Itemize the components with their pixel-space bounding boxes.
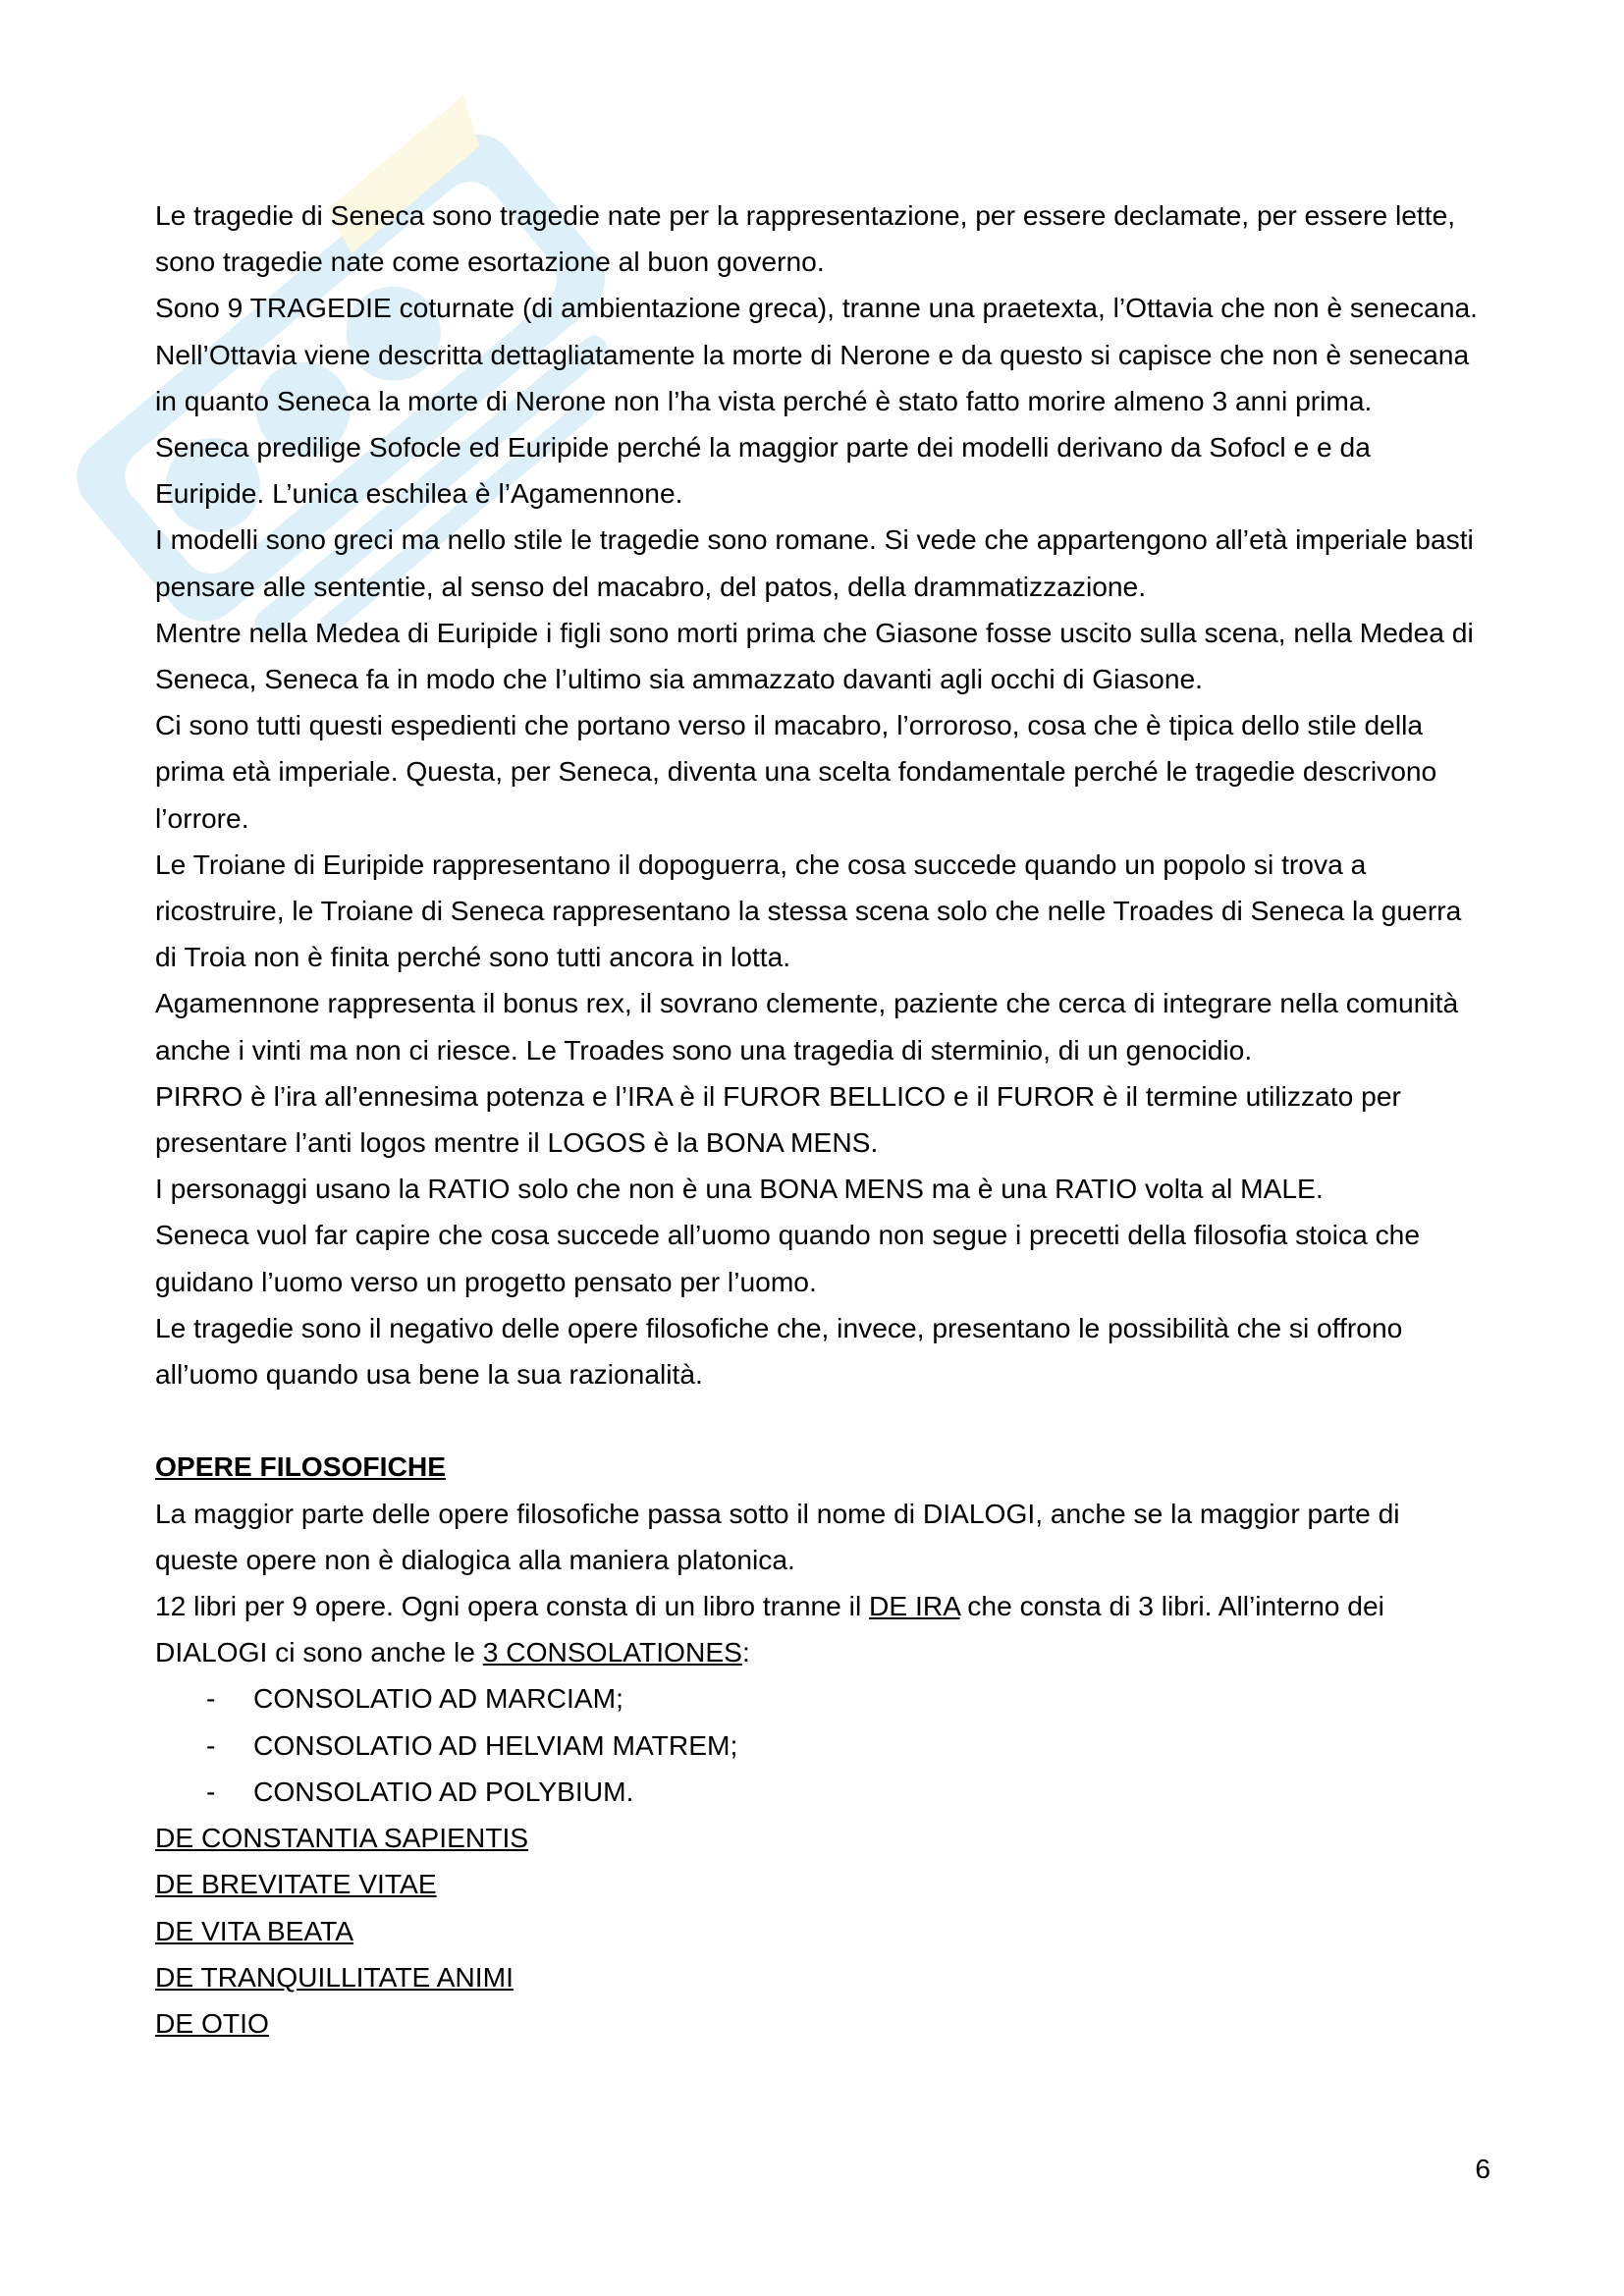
work-title: DE VITA BEATA — [155, 1914, 354, 1946]
section-line — [155, 1583, 1481, 1675]
page-number: 6 — [1475, 2153, 1490, 2184]
paragraph: I personaggi usano la RATIO solo che non è una BONA MENS ma è una RATIO volta al MALE. — [155, 1173, 1324, 1205]
consolationes-list — [155, 1675, 1481, 1815]
de-ira-term: DE IRA — [869, 1590, 960, 1622]
paragraph: Agamennone rappresenta il bonus rex, il sovrano clemente, paziente che cerca di integrare nella comunità anche i vinti ma non ci riesce. Le Troades sono una tragedia di sterminio, di un genocidio. — [155, 987, 1459, 1066]
list-item: - CONSOLATIO AD POLYBIUM. — [155, 1769, 1481, 1815]
section-heading: OPERE FILOSOFICHE — [155, 1450, 446, 1483]
paragraph: Le tragedie sono il negativo delle opere filosofiche che, invece, presentano le possibilità che si offrono all’uomo quando usa bene la sua razionalità. — [155, 1311, 1403, 1391]
paragraph: Le tragedie di Seneca sono tragedie nate per la rappresentazione, per essere declamate, per essere lette, sono tragedie nate come esortazione al buon governo. — [155, 199, 1456, 278]
blank-line — [155, 1397, 1481, 1444]
paragraph: PIRRO è l’ira all’ennesima potenza e l’IRA è il FUROR BELLICO e il FUROR è il termine utilizzato per presentare l’anti logos mentre il LOGOS è la BONA MENS. — [155, 1079, 1401, 1159]
paragraph: Sono 9 TRAGEDIE coturnate (di ambientazione greca), tranne una praetexta, l’Ottavia che non è senecana. Nell’Ottavia viene descritta dettagliatamente la morte di Nerone e da questo si capisce che non è senecana in quanto Seneca la morte di Nerone non l’ha vista perché è stato fatto morire almeno 3 anni prima. — [155, 292, 1479, 416]
paragraph: Ci sono tutti questi espedienti che portano verso il macabro, l’orroroso, cosa che è tipica dello stile della prima età imperiale. Questa, per Seneca, diventa una scelta fondamentale perché le tragedie descrivono l’orrore. — [155, 709, 1437, 834]
section-line-text: : — [741, 1636, 750, 1668]
work-title: DE TRANQUILLITATE ANIMI — [155, 1960, 514, 1993]
list-item: - CONSOLATIO AD MARCIAM; — [155, 1675, 1481, 1722]
section-line-text: che consta di 3 libri. All’interno dei DIALOGI ci sono anche le — [155, 1590, 1384, 1668]
work-title: DE BREVITATE VITAE — [155, 1868, 437, 1900]
paragraph: Seneca predilige Sofocle ed Euripide perché la maggior parte dei modelli derivano da Sofocl e e da Euripide. L’unica eschilea è l’Agamennone. — [155, 431, 1371, 510]
paragraph: Le Troiane di Euripide rappresentano il dopoguerra, che cosa succede quando un popolo si trova a ricostruire, le Troiane di Seneca rappresentano la stessa scena solo che nelle Troades di Seneca la guerra di Troia non è finita perché sono tutti ancora in lotta. — [155, 847, 1462, 973]
paragraph: Seneca vuol far capire che cosa succede all’uomo quando non segue i precetti della filosofia stoica che guidano l’uomo verso un progetto pensato per l’uomo. — [155, 1219, 1421, 1297]
document-body — [155, 192, 1481, 2047]
work-title: DE OTIO — [155, 2006, 269, 2039]
list-item: - CONSOLATIO AD HELVIAM MATREM; — [155, 1722, 1481, 1769]
section-intro: La maggior parte delle opere filosofiche passa sotto il nome di DIALOGI, anche se la maggior parte di queste opere non è dialogica alla maniera platonica. — [155, 1497, 1400, 1575]
work-title: DE CONSTANTIA SAPIENTIS — [155, 1822, 529, 1854]
section-line-text: 12 libri per 9 opere. Ogni opera consta di un libro tranne il — [155, 1590, 870, 1622]
consolationes-term: 3 CONSOLATIONES — [482, 1636, 742, 1668]
paragraph: Mentre nella Medea di Euripide i figli sono morti prima che Giasone fosse uscito sulla scena, nella Medea di Seneca, Seneca fa in modo che l’ultimo sia ammazzato davanti agli occhi di Giasone. — [155, 616, 1474, 695]
paragraph: I modelli sono greci ma nello stile le tragedie sono romane. Si vede che appartengono all’età imperiale basti pensare alle sententie, al senso del macabro, del patos, della drammatizzazione. — [155, 523, 1474, 602]
